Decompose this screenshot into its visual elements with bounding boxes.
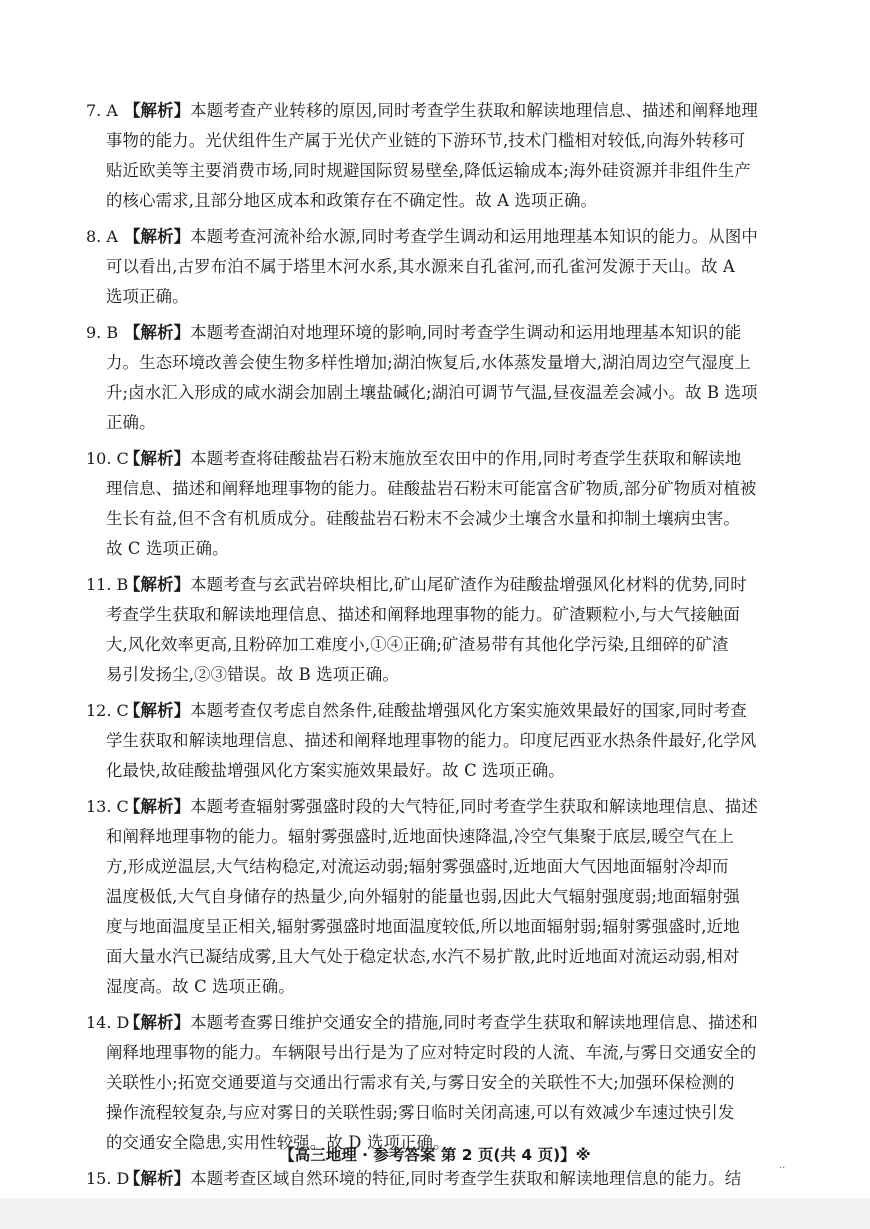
answer-item bbox=[86, 570, 792, 690]
answer-line: 大,风化效率更高,且粉碎加工难度小,①④正确;矿渣易带有其他化学污染,且细碎的矿渣 bbox=[106, 635, 729, 654]
answer-number: 15. D bbox=[86, 1169, 130, 1188]
answer-line: 温度极低,大气自身储存的热量少,向外辐射的能量也弱,因此大气辐射强度弱;地面辐射强 bbox=[106, 887, 740, 906]
answer-item bbox=[86, 696, 792, 786]
answer-line: 升;卤水汇入形成的咸水湖会加剧土壤盐碱化;湖泊可调节气温,昼夜温差会减小。故 B 选项 bbox=[106, 383, 758, 402]
analysis-tag: 【解析】 bbox=[124, 227, 191, 246]
answer-line: 力。生态环境改善会使生物多样性增加;湖泊恢复后,水体蒸发量增大,湖泊周边空气湿度上 bbox=[106, 353, 751, 372]
answer-text: 本题考查仅考虑自然条件,硅酸盐增强风化方案实施效果最好的国家,同时考查 bbox=[190, 701, 747, 720]
answer-line: 选项正确。 bbox=[106, 287, 189, 306]
answer-line bbox=[86, 1008, 792, 1038]
scan-bottom-band bbox=[0, 1198, 870, 1229]
answer-line: 故 C 选项正确。 bbox=[106, 539, 229, 558]
answer-list bbox=[86, 96, 792, 1194]
answer-line: 考查学生获取和解读地理信息、描述和阐释地理事物的能力。矿渣颗粒小,与大气接触面 bbox=[106, 605, 740, 624]
answer-line: 阐释地理事物的能力。车辆限号出行是为了应对特定时段的人流、车流,与雾日交通安全的 bbox=[106, 1043, 757, 1062]
answer-text: 本题考查湖泊对地理环境的影响,同时考查学生调动和运用地理基本知识的能 bbox=[190, 323, 742, 342]
answer-item bbox=[86, 792, 792, 1002]
answer-item bbox=[86, 318, 792, 438]
answer-item bbox=[86, 96, 792, 216]
answer-number: 13. C bbox=[86, 797, 129, 816]
answer-line: 事物的能力。光伏组件生产属于光伏产业链的下游环节,技术门槛相对较低,向海外转移可 bbox=[106, 131, 746, 150]
answer-item bbox=[86, 1008, 792, 1158]
answer-line bbox=[86, 570, 792, 600]
answer-line: 化最快,故硅酸盐增强风化方案实施效果最好。故 C 选项正确。 bbox=[106, 761, 565, 780]
answer-text: 本题考查雾日维护交通安全的措施,同时考查学生获取和解读地理信息、描述和 bbox=[190, 1013, 758, 1032]
analysis-tag: 【解析】 bbox=[124, 701, 191, 720]
answer-line: 湿度高。故 C 选项正确。 bbox=[106, 977, 295, 996]
answer-number: 8. A bbox=[86, 227, 118, 246]
answer-line: 易引发扬尘,②③错误。故 B 选项正确。 bbox=[106, 665, 399, 684]
answer-line: 操作流程较复杂,与应对雾日的关联性弱;雾日临时关闭高速,可以有效减少车速过快引发 bbox=[106, 1103, 735, 1122]
answer-line bbox=[86, 792, 792, 822]
answer-number: 7. A bbox=[86, 101, 118, 120]
answer-line: 度与地面温度呈正相关,辐射雾强盛时地面温度较低,所以地面辐射弱;辐射雾强盛时,近地 bbox=[106, 917, 740, 936]
answer-text: 本题考查将硅酸盐岩石粉末施放至农田中的作用,同时考查学生获取和解读地 bbox=[190, 449, 742, 468]
analysis-tag: 【解析】 bbox=[124, 323, 191, 342]
answer-number: 10. C bbox=[86, 449, 129, 468]
answer-number: 14. D bbox=[86, 1013, 130, 1032]
answer-line: 的核心需求,且部分地区成本和政策存在不确定性。故 A 选项正确。 bbox=[106, 191, 598, 210]
answer-line: 正确。 bbox=[106, 413, 156, 432]
analysis-tag: 【解析】 bbox=[124, 1169, 191, 1188]
answer-line bbox=[86, 1164, 792, 1194]
answer-line: 理信息、描述和阐释地理事物的能力。硅酸盐岩石粉末可能富含矿物质,部分矿物质对植被 bbox=[106, 479, 757, 498]
answer-text: 本题考查河流补给水源,同时考查学生调动和运用地理基本知识的能力。从图中 bbox=[190, 227, 758, 246]
answer-item bbox=[86, 1164, 792, 1194]
answer-line bbox=[86, 444, 792, 474]
answer-text: 本题考查产业转移的原因,同时考查学生获取和解读地理信息、描述和阐释地理 bbox=[190, 101, 758, 120]
analysis-tag: 【解析】 bbox=[124, 449, 191, 468]
answer-number: 9. B bbox=[86, 323, 119, 342]
answer-line bbox=[86, 696, 792, 726]
answer-line: 面大量水汽已凝结成雾,且大气处于稳定状态,水汽不易扩散,此时近地面对流运动弱,相对 bbox=[106, 947, 740, 966]
answer-text: 本题考查区域自然环境的特征,同时考查学生获取和解读地理信息的能力。结 bbox=[190, 1169, 742, 1188]
answer-item bbox=[86, 444, 792, 564]
answer-line: 和阐释地理事物的能力。辐射雾强盛时,近地面快速降温,冷空气集聚于底层,暖空气在上 bbox=[106, 827, 735, 846]
answer-number: 12. C bbox=[86, 701, 129, 720]
answer-line bbox=[86, 96, 792, 126]
answer-line: 贴近欧美等主要消费市场,同时规避国际贸易壁垒,降低运输成本;海外硅资源并非组件生产 bbox=[106, 161, 751, 180]
analysis-tag: 【解析】 bbox=[124, 797, 191, 816]
analysis-tag: 【解析】 bbox=[124, 575, 191, 594]
answer-line: 生长有益,但不含有机质成分。硅酸盐岩石粉末不会减少土壤含水量和抑制土壤病虫害。 bbox=[106, 509, 740, 528]
answer-line: 的交通安全隐患,实用性较强。故 D 选项正确。 bbox=[106, 1133, 450, 1152]
answer-line bbox=[86, 318, 792, 348]
analysis-tag: 【解析】 bbox=[124, 1013, 191, 1032]
answer-number: 11. B bbox=[86, 575, 129, 594]
analysis-tag: 【解析】 bbox=[124, 101, 191, 120]
answer-line: 方,形成逆温层,大气结构稳定,对流运动弱;辐射雾强盛时,近地面大气因地面辐射冷却而 bbox=[106, 857, 729, 876]
answer-text: 本题考查辐射雾强盛时段的大气特征,同时考查学生获取和解读地理信息、描述 bbox=[190, 797, 758, 816]
answer-line: 学生获取和解读地理信息、描述和阐释地理事物的能力。印度尼西亚水热条件最好,化学风 bbox=[106, 731, 757, 750]
page-footer: 【高三地理 · 参考答案 第 2 页(共 4 页)】※ bbox=[279, 1146, 591, 1164]
answer-line bbox=[86, 222, 792, 252]
answer-text: 本题考查与玄武岩碎块相比,矿山尾矿渣作为硅酸盐增强风化材料的优势,同时 bbox=[190, 575, 747, 594]
answer-line: 关联性小;拓宽交通要道与交通出行需求有关,与雾日安全的关联性不大;加强环保检测的 bbox=[106, 1073, 735, 1092]
corner-mark: .. bbox=[779, 1160, 786, 1171]
answer-line: 可以看出,古罗布泊不属于塔里木河水系,其水源来自孔雀河,而孔雀河发源于天山。故 A bbox=[106, 257, 735, 276]
answer-item bbox=[86, 222, 792, 312]
